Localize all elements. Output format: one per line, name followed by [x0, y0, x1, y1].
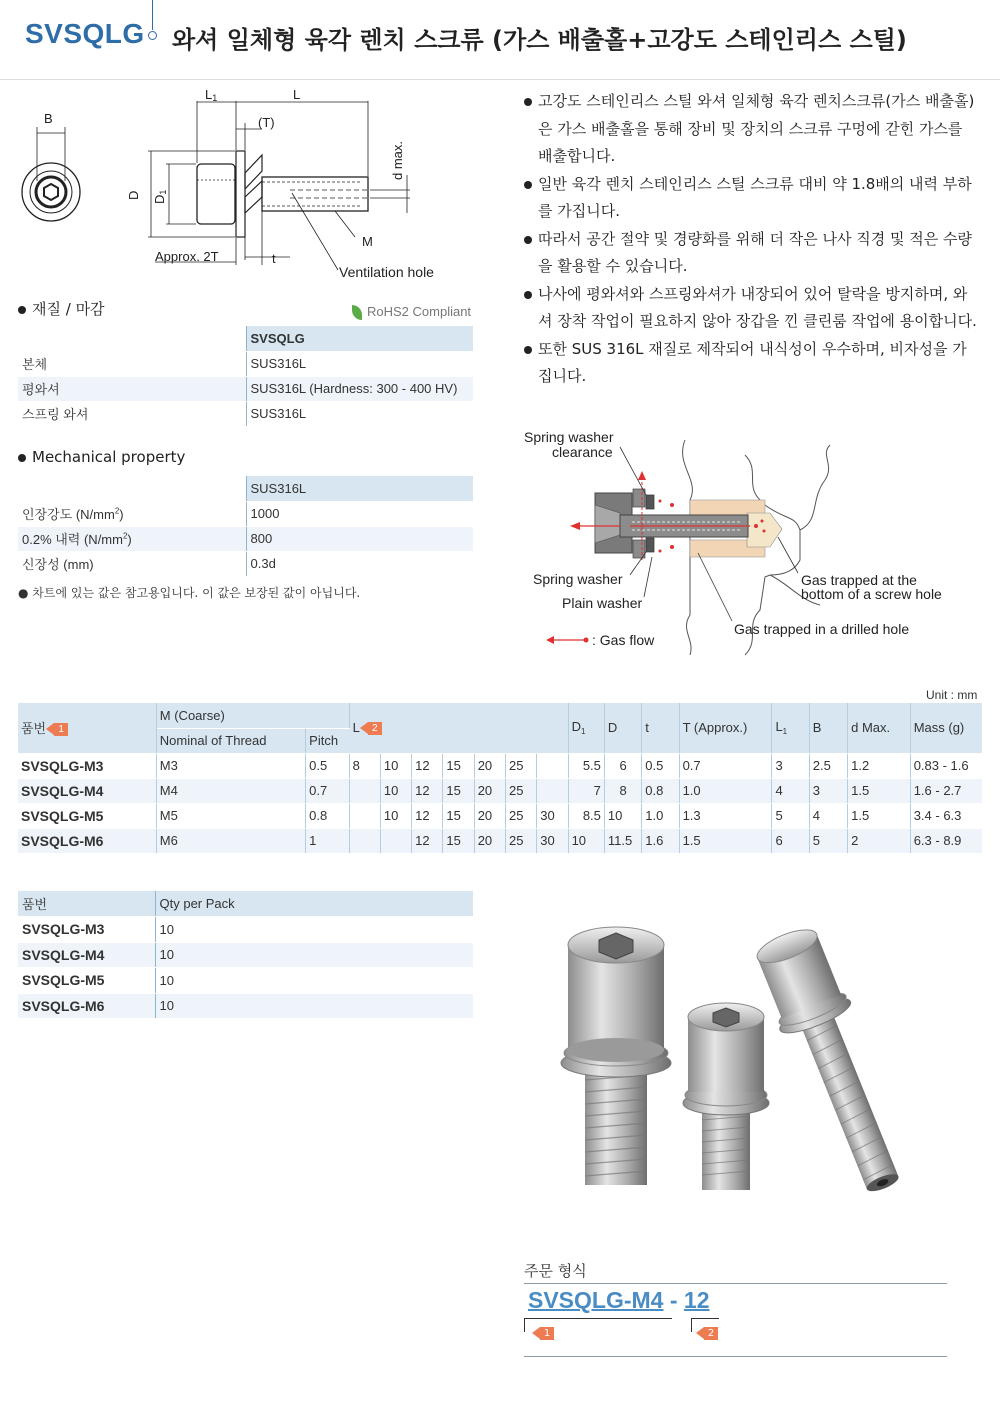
- dim-label-ventilation: Ventilation hole: [339, 264, 434, 280]
- dim-label-approx-2t: Approx. 2T: [155, 249, 219, 264]
- mechanical-heading: Mechanical property: [18, 448, 185, 466]
- col-t: t: [642, 703, 679, 753]
- feature-item: 나사에 평와셔와 스프링와셔가 내장되어 있어 탈락을 방지하며, 와셔 장착 작업이 필요하지 않아 장갑을 낀 클린룸 작업에 용이합니다.: [522, 281, 977, 336]
- screw-large: [561, 927, 671, 1185]
- header-divider-dot: [148, 31, 157, 40]
- order-tag-1: 1: [540, 1327, 554, 1340]
- dim-label-d: D: [126, 190, 141, 200]
- col-d: D: [604, 703, 641, 753]
- table-row: SVSQLG-M6 10: [18, 993, 473, 1019]
- feature-item: 또한 SUS 316L 재질로 제작되어 내식성이 우수하며, 비자성을 가집니다.: [522, 336, 977, 391]
- label-spring-clearance-1: Spring washer: [524, 429, 614, 445]
- table-row: SVSQLG-M6 M6 1 12 15 20 25 30 10 11.5 1.6 1.5 6 5 2 6.3 - 8.9: [18, 828, 982, 853]
- order-divider: [524, 1283, 947, 1284]
- table-row: SVSQLG-M4 10: [18, 942, 473, 968]
- dim-label-t: t: [272, 251, 276, 266]
- dim-label-dmax: d max.: [390, 140, 405, 180]
- material-heading: 재질 / 마감: [18, 298, 105, 319]
- col-d1: $D_1$: [568, 703, 604, 753]
- label-gas-drilled: Gas trapped in a drilled hole: [734, 621, 910, 637]
- table-row: SVSQLG-M5 10: [18, 968, 473, 994]
- col-part: 품번 1: [18, 703, 156, 753]
- material-table: SVSQLG 본체 SUS316L 평와셔 SUS316L (Hardness: 300 - 400 HV) 스프링 와셔 SUS316L: [18, 326, 473, 427]
- unit-label: Unit : mm: [926, 688, 978, 702]
- label-gas-bottom-2: bottom of a screw hole: [801, 586, 942, 602]
- table-row: SVSQLG-M3 M3 0.5 8 10 12 15 20 25 5.5 6 0.5 0.7 3 2.5 1.2 0.83 - 1.6: [18, 753, 982, 778]
- dimension-drawing: [0, 85, 490, 290]
- qty-table: 품번 Qty per Pack SVSQLG-M3 10 SVSQLG-M4 10 SVSQLG-M5 10 SVSQLG-M6 10: [18, 891, 473, 1019]
- col-l: L 2: [349, 703, 568, 753]
- feature-item: 고강도 스테인리스 스틸 와셔 일체형 육각 렌치스크류(가스 배출홀)은 가스 배출홀을 통해 장비 및 장치의 스크류 구멍에 갇힌 가스를 배출합니다.: [522, 88, 977, 171]
- gas-flow-diagram: [520, 425, 985, 660]
- col-m-coarse: M (Coarse): [156, 703, 349, 728]
- rohs-badge: RoHS2 Compliant: [352, 304, 471, 320]
- label-plain-washer: Plain washer: [562, 595, 643, 611]
- label-gas-flow: : Gas flow: [592, 632, 655, 648]
- reference-note: ● 차트에 있는 값은 참고용입니다. 이 값은 보장된 값이 아닙니다.: [18, 586, 361, 600]
- dim-label-m: M: [362, 234, 373, 249]
- page-header: [0, 0, 1000, 80]
- header-divider: [152, 0, 153, 30]
- col-b: B: [809, 703, 847, 753]
- spec-table: [18, 703, 982, 854]
- dim-label-t-approx: (T): [258, 115, 275, 130]
- dim-label-d1: D1: [152, 189, 168, 204]
- screw-long: [747, 921, 920, 1203]
- dim-label-l1: L1: [205, 87, 218, 103]
- col-mass: Mass (g): [910, 703, 982, 753]
- dim-label-b: B: [44, 111, 53, 126]
- label-spring-washer: Spring washer: [533, 571, 623, 587]
- mechanical-table: SUS316L 인장강도 $(N/mm^2)$ 1000 0.2% 내력 $(N/mm^2)$ 800 신장성 (mm) 0.3d: [18, 476, 473, 577]
- dim-label-l: L: [293, 87, 301, 102]
- product-code: SVSQLG: [25, 18, 145, 49]
- order-example-code: SVSQLG-M4 - 12: [528, 1287, 710, 1313]
- col-pitch: Pitch: [306, 728, 349, 753]
- col-nominal: Nominal of Thread: [156, 728, 305, 753]
- order-format-heading: 주문 형식: [524, 1262, 587, 1280]
- order-ref-tag: 2: [368, 722, 382, 735]
- col-l1: $L_1$: [772, 703, 809, 753]
- feature-item: 따라서 공간 절약 및 경량화를 위해 더 작은 나사 직경 및 적은 수량을 활용할 수 있습니다.: [522, 226, 977, 281]
- tensile-label: 인장강도 $(N/mm^2)$: [18, 501, 246, 526]
- order-divider: [524, 1356, 947, 1357]
- bullet-icon: [18, 454, 26, 462]
- order-tag-2: 2: [704, 1327, 718, 1340]
- label-gas-bottom-1: Gas trapped at the: [801, 572, 917, 588]
- table-row: SVSQLG-M5 M5 0.8 10 12 15 20 25 30 8.5 10 1.0 1.3 5 4 1.5 3.4 - 6.3: [18, 803, 982, 828]
- col-dmax: d Max.: [848, 703, 911, 753]
- page-title: 와셔 일체형 육각 렌치 스크류 (가스 배출홀+고강도 스테인리스 스틸): [172, 26, 907, 54]
- proof-stress-label: 0.2% 내력 $(N/mm^2)$: [18, 526, 246, 551]
- col-T: T (Approx.): [679, 703, 772, 753]
- leaf-icon: [352, 305, 362, 320]
- feature-item: 일반 육각 렌치 스테인리스 스틸 스크류 대비 약 1.8배의 내력 부하를 가집니다.: [522, 171, 977, 226]
- product-photo: [555, 915, 925, 1205]
- table-row: SVSQLG-M3 10: [18, 917, 473, 943]
- table-row: SVSQLG-M4 M4 0.7 10 12 15 20 25 7 8 0.8 1.0 4 3 1.5 1.6 - 2.7: [18, 778, 982, 803]
- order-ref-tag: 1: [54, 723, 68, 736]
- bullet-icon: [18, 306, 26, 314]
- feature-list: [522, 88, 977, 391]
- screw-small: [683, 1003, 769, 1190]
- label-spring-clearance-2: clearance: [552, 444, 613, 460]
